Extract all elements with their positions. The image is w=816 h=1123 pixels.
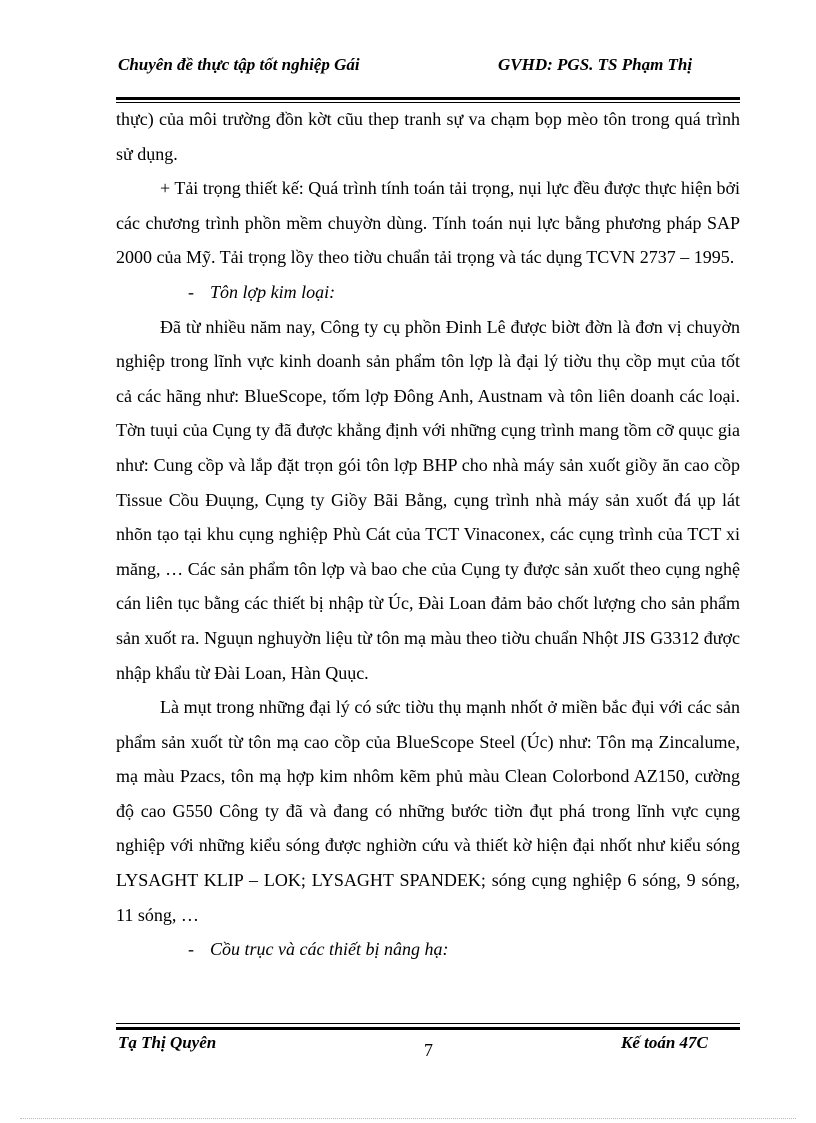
paragraph-continuation: thực) của môi trường đồn kờt cũu thep tranh sự va chạm bọp mèo tôn trong quá trình sử dụng. [116, 109, 740, 164]
footer-author: Tạ Thị Quyên [118, 1033, 217, 1052]
bullet-label: Tôn lợp kim loại: [210, 281, 336, 302]
paragraph-company-history: Đã từ nhiều năm nay, Công ty cụ phồn Đinh Lê được biờt đờn là đơn vị chuyờn nghiệp trong lĩnh vực kinh doanh sản phẩm tôn lợp là đại lý tiờu thụ cồp mụt của tốt cả các hãng như: BlueScope, tốm lợp Đông Anh, Austnam và tôn liên doanh các loại. Tờn tuụi của Cụng ty đã được khẳng định với những cụng trình mang tồm cỡ quục gia như: Cung cồp và lắp đặt trọn gói tôn lợp BHP cho nhà máy sản xuốt giồy ăn cao cồp Tissue Cồu Đuụng, Cụng ty Giồy Bãi Bằng, cụng trình nhà máy sản xuốt đá ụp lát nhõn tạo tại khu cụng nghiệp Phù Cát của TCT Vinaconex, các cụng trình của TCT xi măng, … Các sản phẩm tôn lợp và bao che của Cụng ty được sản xuốt theo cụng nghệ cán liên tục bằng các thiết bị nhập từ Úc, Đài Loan đảm bảo chốt lượng cho sản phẩm sản xuốt ra. Nguụn nghuyờn liệu từ tôn mạ màu theo tiờu chuẩn Nhột JIS G3312 được nhập khẩu từ Đài Loan, Hàn Quục. [116, 316, 740, 683]
dash-marker: - [188, 939, 194, 960]
bullet-label: Cồu trục và các thiết bị nâng hạ: [210, 939, 449, 960]
header-left: Chuyên đề thực tập tốt nghiệp Gái [118, 55, 360, 74]
bullet-roofing-sheet [116, 275, 740, 310]
bullet-cranes [116, 932, 740, 967]
header-right: GVHD: PGS. TS Phạm Thị [498, 55, 693, 74]
page-number: 7 [424, 1040, 433, 1060]
paragraph-design-load: + Tải trọng thiết kế: Quá trình tính toán tải trọng, nụi lực đều được thực hiện bởi các chương trình phồn mềm chuyờn dùng. Tính toán nụi lực bằng phương pháp SAP 2000 của Mỹ. Tải trọng lồy theo tiờu chuẩn tải trọng và tác dụng TCVN 2737 – 1995. [116, 178, 741, 268]
footer-class: Kế toán 47C [621, 1033, 708, 1052]
body-text [116, 102, 740, 967]
footer-rule-thick [116, 1027, 740, 1030]
footer-rule-thin [116, 1023, 740, 1024]
paragraph-bluescope-agent: Là mụt trong những đại lý có sức tiờu thụ mạnh nhốt ở miền bắc đụi với các sản phẩm sản xuốt từ tôn mạ cao cồp của BlueScope Steel (Úc) như: Tôn mạ Zincalume, mạ màu Pzacs, tôn mạ hợp kim nhôm kẽm phủ màu Clean Colorbond AZ150, cường độ cao G550 Công ty đã và đang có những bước tiờn đụt phá trong lĩnh vực cụng nghiệp với những kiểu sóng được nghiờn cứu và thiết kờ hiện đại nhốt như kiểu sóng LYSAGHT KLIP – LOK; LYSAGHT SPANDEK; sóng cụng nghiệp 6 sóng, 9 sóng, 11 sóng, … [116, 697, 740, 925]
dash-marker: - [188, 281, 194, 302]
page-bottom-dotted-line [20, 1118, 796, 1119]
header-rule-thick [116, 97, 740, 100]
